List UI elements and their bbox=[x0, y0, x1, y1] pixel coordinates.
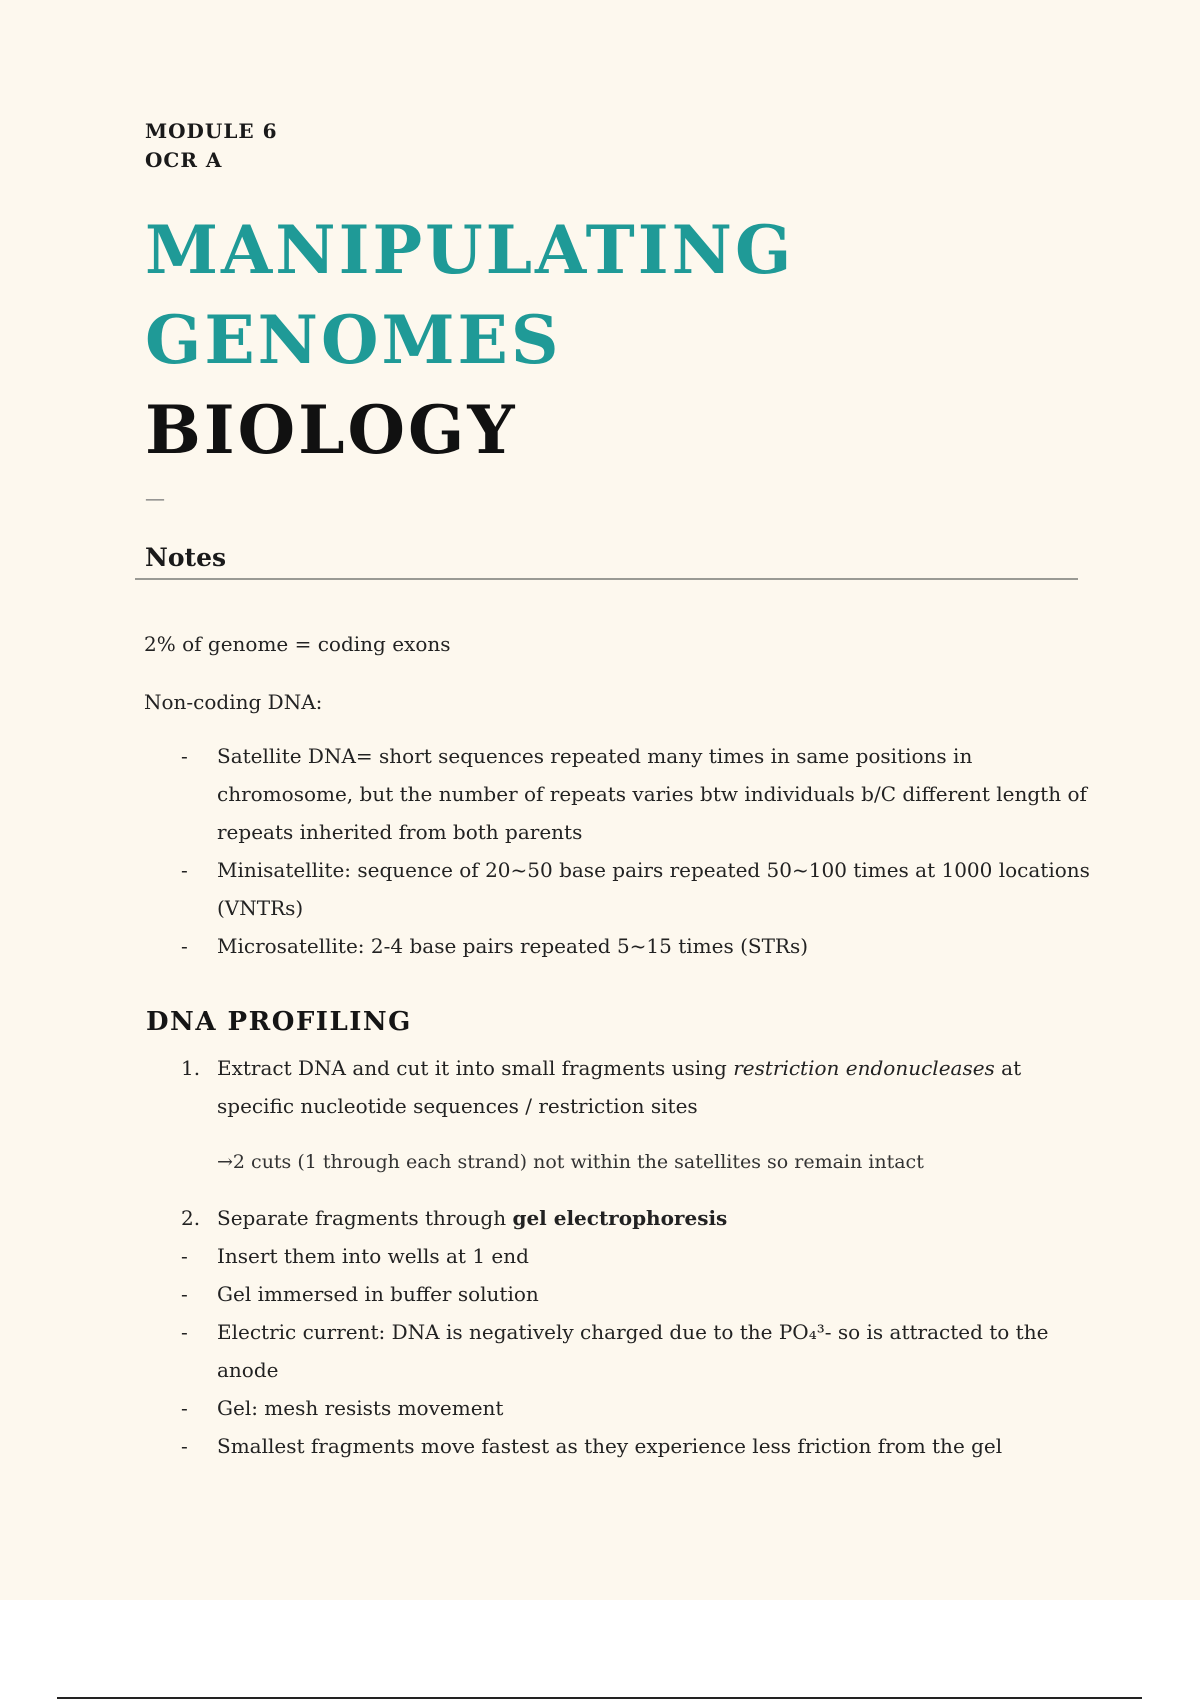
notes-line-2: Non-coding DNA: bbox=[144, 690, 323, 714]
list-item-text: Microsatellite: 2-4 base pairs repeated 5~15 times (STRs) bbox=[217, 934, 809, 958]
noncoding-list bbox=[144, 737, 1094, 965]
exam-board-label: OCR A bbox=[145, 148, 223, 172]
step-number: 2. bbox=[181, 1206, 201, 1230]
step-1-text-after: at specific nucleotide sequences / restriction sites bbox=[217, 1056, 1022, 1118]
list-item bbox=[144, 737, 1094, 851]
list-item-text: Satellite DNA= short sequences repeated many times in same positions in chromosome, but the number of repeats varies btw individuals b/C different length of repeats inherited from both parents bbox=[217, 744, 1087, 844]
header-meta bbox=[145, 117, 278, 175]
notes-line-1: 2% of genome = coding exons bbox=[144, 632, 451, 656]
list-item bbox=[144, 851, 1094, 927]
title-divider: — bbox=[145, 486, 165, 510]
document-title bbox=[145, 205, 794, 475]
title-line-3: BIOLOGY bbox=[145, 391, 518, 469]
bullet-mark: - bbox=[181, 1320, 188, 1344]
step-1-text-before: Extract DNA and cut it into small fragments using bbox=[217, 1056, 734, 1080]
title-line-2: GENOMES bbox=[145, 301, 562, 379]
list-item bbox=[144, 1389, 1094, 1427]
notes-heading: Notes bbox=[145, 543, 227, 572]
electrophoresis-list bbox=[144, 1237, 1094, 1465]
notes-content bbox=[144, 625, 1094, 1465]
list-item-text: Gel: mesh resists movement bbox=[217, 1396, 504, 1420]
list-item-text: Smallest fragments move fastest as they experience less friction from the gel bbox=[217, 1434, 1003, 1458]
module-label: MODULE 6 bbox=[145, 119, 278, 143]
step-2 bbox=[144, 1199, 1094, 1237]
step-1 bbox=[144, 1049, 1094, 1125]
section-heading-dna-profiling: DNA PROFILING bbox=[146, 1007, 412, 1037]
step-2-text-before: Separate fragments through bbox=[217, 1206, 513, 1230]
step-1-italic-term: restriction endonucleases bbox=[733, 1056, 995, 1080]
list-item bbox=[144, 1275, 1094, 1313]
bullet-mark: - bbox=[181, 1396, 188, 1420]
bullet-mark: - bbox=[181, 1244, 188, 1268]
bullet-mark: - bbox=[181, 858, 188, 882]
bottom-rule bbox=[57, 1697, 1142, 1699]
list-item-text: Electric current: DNA is negatively charged due to the PO₄³- so is attracted to the anode bbox=[217, 1320, 1049, 1382]
list-item bbox=[144, 1427, 1094, 1465]
step-1-note: →2 cuts (1 through each strand) not within the satellites so remain intact bbox=[217, 1151, 924, 1173]
bullet-mark: - bbox=[181, 744, 188, 768]
title-line-1: MANIPULATING bbox=[145, 211, 795, 289]
step-number: 1. bbox=[181, 1056, 201, 1080]
list-item-text: Minisatellite: sequence of 20~50 base pairs repeated 50~100 times at 1000 locations (VNTRs) bbox=[217, 858, 1090, 920]
bullet-mark: - bbox=[181, 934, 188, 958]
bullet-mark: - bbox=[181, 1434, 188, 1458]
list-item-text: Gel immersed in buffer solution bbox=[217, 1282, 539, 1306]
list-item-text: Insert them into wells at 1 end bbox=[217, 1244, 529, 1268]
list-item bbox=[144, 1237, 1094, 1275]
list-item bbox=[144, 927, 1094, 965]
step-2-bold-term: gel electrophoresis bbox=[512, 1206, 728, 1230]
bullet-mark: - bbox=[181, 1282, 188, 1306]
list-item bbox=[144, 1313, 1094, 1389]
notes-underline bbox=[135, 578, 1078, 580]
